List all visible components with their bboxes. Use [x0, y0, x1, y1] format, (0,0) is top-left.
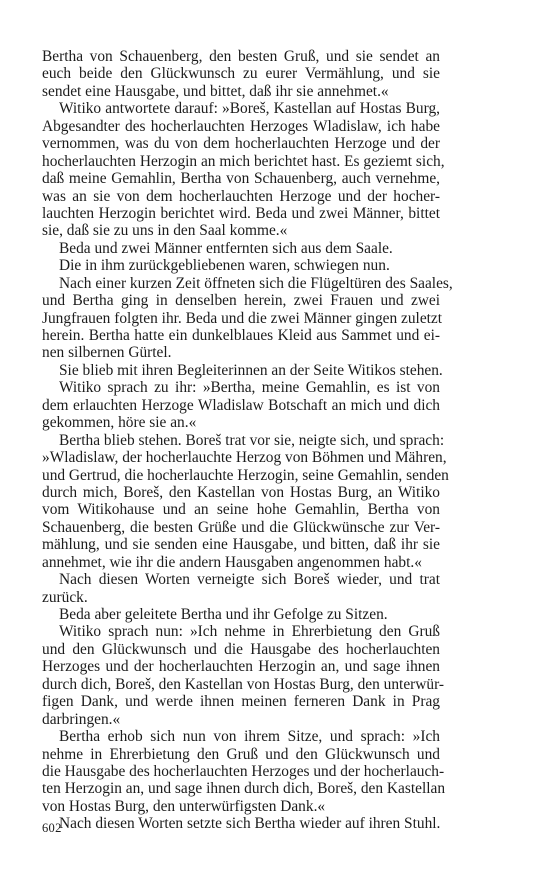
text-line: sie, daß sie zu uns in den Saal komme.«: [42, 222, 288, 240]
paragraph: [42, 431, 449, 572]
paragraph: [42, 379, 440, 431]
text-line: durch mich, Boreš, den Kastellan von Hostas Burg, an Witiko: [42, 483, 440, 501]
text-line: Nach diesen Worten setzte sich Bertha wieder auf ihren Stuhl.: [59, 815, 441, 833]
paragraph: [42, 571, 440, 606]
text-line: von Hostas Burg, den unterwürfigsten Dank.«: [42, 797, 326, 815]
text-line: und den Glückwunsch und die Hausgabe des hocherlauchten: [42, 640, 440, 658]
text-line: Sie blieb mit ihren Begleiterinnen an der Seite Witikos stehen.: [59, 361, 443, 379]
text-line: und Bertha ging in denselben herein, zwei Frauen und zwei: [42, 292, 440, 310]
paragraph: [42, 815, 440, 832]
page-body-text: [42, 48, 453, 833]
text-line: annehmet, wie ihr die andern Hausgaben angenommen habt.«: [42, 553, 422, 571]
text-line: Nach einer kurzen Zeit öffneten sich die Flügeltüren des Saales,: [59, 274, 453, 292]
text-line: Beda und zwei Männer entfernten sich aus dem Saale.: [59, 239, 393, 257]
paragraph: [42, 728, 446, 815]
paragraph: [42, 274, 453, 362]
text-line: »Wladislaw, der hocherlauchte Herzog von Böhmen und Mähren,: [42, 449, 447, 467]
text-line: nehme in Ehrerbietung den Gruß und den Glückwunsch und: [42, 745, 440, 763]
text-line: was an sie von dem hocherlauchten Herzoge und der hocher-: [42, 187, 440, 205]
page-number: 602: [42, 821, 62, 835]
paragraph: [42, 240, 440, 257]
text-line: nen silbernen Gürtel.: [42, 344, 172, 362]
text-line: herein. Bertha hatte ein dunkelblaues Kleid aus Sammet und ei-: [42, 327, 440, 344]
text-line: euch beide den Glückwunsch zu eurer Vermählung, und sie: [42, 65, 440, 83]
text-line: lauchten Herzogin berichtet wird. Beda und zwei Männer, bittet: [42, 204, 440, 222]
text-line: Beda aber geleitete Bertha und ihr Gefolge zu Sitzen.: [59, 606, 388, 623]
text-line: Witiko sprach zu ihr: »Bertha, meine Gemahlin, es ist von: [59, 379, 440, 397]
text-line: Witiko sprach nun: »Ich nehme in Ehrerbietung den Gruß: [59, 623, 440, 641]
text-line: hocherlauchten Herzogin an mich berichtet hast. Es geziemt sich,: [42, 152, 445, 170]
text-line: figen Dank, und werde ihnen meinen ferneren Dank in Prag: [42, 693, 440, 711]
text-line: die Hausgabe des hocherlauchten Herzoges und der hocherlauch-: [42, 762, 445, 780]
text-line: Bertha erhob sich nun von ihrem Sitze, und sprach: »Ich: [59, 728, 440, 746]
text-line: Jungfrauen folgten ihr. Beda und die zwei Männer gingen zuletzt: [42, 309, 443, 327]
text-line: Nach diesen Worten verneigte sich Boreš wieder, und trat: [59, 571, 440, 589]
text-line: Abgesandter des hocherlauchten Herzoges Wladislaw, ich habe: [42, 117, 440, 135]
text-line: daß meine Gemahlin, Bertha von Schauenberg, auch vernehme,: [42, 170, 440, 188]
text-line: Herzoges und der hocherlauchten Herzogin an, und sage ihnen: [42, 658, 440, 676]
paragraph: [42, 100, 445, 240]
text-line: mählung, und sie senden eine Hausgabe, und bitten, daß ihr sie: [42, 536, 440, 554]
text-line: Die in ihm zurückgebliebenen waren, schwiegen nun.: [59, 257, 390, 275]
text-line: gekommen, höre sie an.«: [42, 414, 197, 432]
text-line: und Gertrud, die hocherlauchte Herzogin, seine Gemahlin, senden: [42, 466, 449, 484]
text-line: sendet eine Hausgabe, und bittet, daß ihr sie annehmet.«: [42, 82, 389, 100]
paragraph: [42, 48, 440, 100]
text-line: Bertha von Schauenberg, den besten Gruß, und sie sendet an: [42, 48, 440, 65]
text-line: durch dich, Boreš, den Kastellan von Hostas Burg, den unterwür-: [42, 675, 445, 693]
text-line: darbringen.«: [42, 710, 121, 728]
text-line: vernommen, was du von dem hocherlauchten Herzoge und der: [42, 135, 440, 153]
text-line: Witiko antwortete darauf: »Boreš, Kastellan auf Hostas Burg,: [59, 100, 440, 118]
text-line: dem erlauchten Herzoge Wladislaw Botschaft an mich und dich: [42, 396, 440, 414]
paragraph: [42, 606, 440, 623]
text-line: ten Herzogin an, und sage ihnen durch dich, Boreš, den Kastellan: [42, 780, 446, 798]
paragraph: [42, 257, 440, 274]
text-line: vom Witikohause und an seine hohe Gemahlin, Bertha von: [42, 501, 440, 519]
text-line: zurück.: [42, 588, 88, 606]
paragraph: [42, 361, 443, 379]
paragraph: [42, 623, 445, 728]
text-line: Schauenberg, die besten Grüße und die Glückwünsche zur Ver-: [42, 518, 440, 536]
text-line: Bertha blieb stehen. Boreš trat vor sie, neigte sich, und sprach:: [59, 431, 445, 449]
